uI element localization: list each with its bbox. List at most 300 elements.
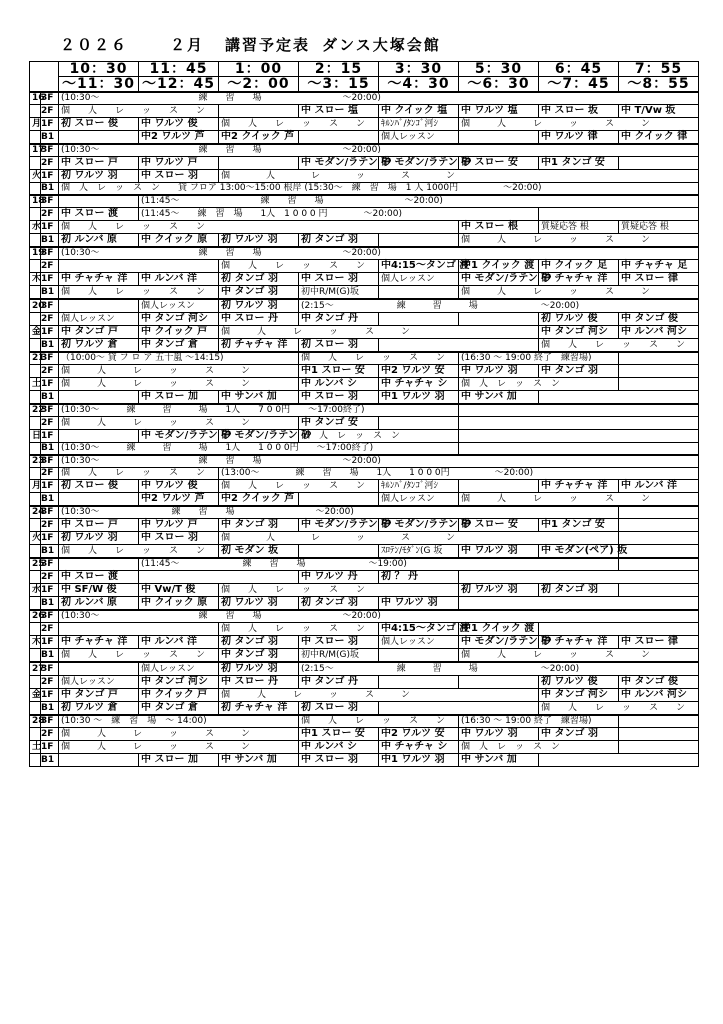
lesson-cell — [459, 493, 699, 507]
lesson-cell — [299, 702, 379, 716]
lesson-cell — [59, 183, 699, 196]
lesson-cell — [539, 208, 699, 221]
lesson-cell — [299, 741, 379, 754]
lesson-cell — [539, 131, 619, 145]
document-title — [60, 34, 700, 56]
floor-label: 2F — [41, 623, 59, 636]
lesson-text: 中 ワルツ 羽 — [461, 728, 518, 739]
lesson-text: 中 モダン/ラテン 砂 — [301, 519, 392, 530]
lesson-cell — [59, 313, 139, 326]
lesson-cell — [139, 234, 219, 248]
day-cell — [30, 702, 41, 716]
lesson-text: 個 人 レ ッ ス ン — [461, 493, 651, 504]
floor-label: 3F — [41, 247, 59, 260]
floor-label: B1 — [41, 754, 59, 767]
lesson-text: (10:30～ 練 習 場 ～20:00) — [61, 145, 381, 155]
lesson-text: 初 ワルツ 羽 — [221, 597, 278, 608]
lesson-cell — [59, 636, 139, 649]
lesson-cell — [139, 273, 219, 286]
day-cell — [30, 754, 41, 767]
lesson-cell — [379, 493, 459, 507]
lesson-cell — [379, 391, 459, 405]
lesson-cell — [139, 326, 219, 339]
lesson-cell — [619, 157, 699, 170]
lesson-cell — [59, 105, 219, 118]
day-cell — [30, 519, 41, 532]
lesson-cell — [379, 597, 459, 611]
time-slot-start: 1：00 — [219, 62, 299, 77]
lesson-cell — [619, 352, 699, 365]
lesson-cell — [299, 636, 379, 649]
lesson-cell — [459, 417, 699, 430]
lesson-cell — [379, 118, 459, 131]
lesson-text: 個人レッスン — [381, 131, 435, 142]
floor-label: 3F — [41, 455, 59, 468]
lesson-cell — [59, 430, 139, 443]
lesson-cell — [299, 417, 379, 430]
schedule-row — [30, 195, 699, 208]
time-slot-start: 6：45 — [539, 62, 619, 77]
lesson-text: 初 スロー 俊 — [61, 118, 118, 129]
lesson-cell — [299, 273, 379, 286]
lesson-text: 中 タンゴ 俊 — [621, 313, 678, 324]
lesson-cell — [219, 105, 299, 118]
lesson-text: 中 タンゴ 羽 — [541, 365, 598, 376]
lesson-text: 個人レッスン — [381, 273, 435, 284]
time-slot-start: 7：55 — [619, 62, 699, 77]
lesson-cell — [139, 662, 219, 676]
day-date: 20 — [30, 299, 41, 313]
schedule-row — [30, 273, 699, 286]
lesson-text: 中 スロー 羽 — [301, 636, 358, 647]
lesson-text: 中 タンゴ 羽 — [221, 519, 278, 530]
floor-label: 2F — [41, 519, 59, 532]
lesson-text: (10:30～ 練 習 場 ～20:00) — [61, 611, 381, 621]
floor-label: 3F — [41, 299, 59, 313]
lesson-text: 中 サンバ 加 — [461, 391, 517, 402]
lesson-cell — [139, 299, 219, 313]
lesson-text: 初 ワルツ 羽 — [221, 663, 278, 674]
lesson-cell — [139, 584, 219, 597]
day-weekday: 木 — [30, 273, 41, 286]
lesson-text: 中1 ワルツ 羽 — [381, 391, 445, 402]
lesson-cell — [539, 313, 619, 326]
lesson-text: 個 人 レ ッ ス ン — [221, 584, 366, 595]
lesson-cell — [219, 430, 312, 443]
lesson-text: 中 ワルツ 羽 — [381, 597, 438, 608]
lesson-cell — [539, 273, 619, 286]
floor-label: 1F — [41, 273, 59, 286]
lesson-cell — [619, 221, 699, 234]
lesson-text: 中 チャチャ 洋 — [541, 273, 608, 284]
lesson-cell — [219, 597, 299, 611]
lesson-cell — [139, 157, 219, 170]
lesson-cell — [299, 754, 379, 767]
lesson-cell — [379, 234, 459, 248]
day-weekday: 金 — [30, 326, 41, 339]
lesson-text: 個 人 レ ッ ス ン — [61, 105, 206, 116]
day-cell — [30, 339, 41, 353]
lesson-text: 中 クイック 原 — [141, 597, 208, 608]
lesson-cell — [299, 662, 699, 676]
lesson-cell — [59, 689, 139, 702]
lesson-cell — [619, 260, 699, 273]
schedule-row — [30, 584, 699, 597]
day-cell — [30, 105, 41, 118]
lesson-text: 中 クイック 戸 — [141, 326, 208, 337]
lesson-cell — [459, 260, 539, 273]
floor-label: 3F — [41, 662, 59, 676]
lesson-cell — [459, 131, 539, 145]
floor-label: 1F — [41, 118, 59, 131]
lesson-cell — [139, 195, 699, 208]
lesson-cell — [459, 286, 699, 300]
lesson-text: 中 クイック 足 — [541, 260, 608, 271]
floor-label: 2F — [41, 208, 59, 221]
lesson-cell — [219, 118, 379, 131]
lesson-text: 中1 ワルツ 羽 — [381, 754, 445, 765]
schedule-row — [30, 636, 699, 649]
schedule-row — [30, 715, 699, 728]
lesson-cell — [459, 443, 699, 456]
lesson-text: 中 スロー 羽 — [301, 273, 358, 284]
lesson-text: 個 人 レ ッ ス ン — [61, 468, 206, 478]
lesson-cell — [139, 532, 219, 545]
lesson-text: 中2 ワルツ 安 — [381, 365, 445, 376]
lesson-text: 質疑応答 根 — [621, 221, 669, 232]
day-weekday: 木 — [30, 636, 41, 649]
lesson-cell — [619, 480, 699, 493]
lesson-cell — [379, 157, 472, 170]
day-cell — [30, 676, 41, 689]
lesson-text: 個 人 レ ッ ス ン — [221, 689, 411, 700]
lesson-cell — [459, 636, 552, 649]
lesson-cell — [219, 545, 299, 559]
lesson-cell — [459, 404, 699, 417]
lesson-text: ｷﾙﾝﾊﾞ/ﾀﾝｺﾞ河ｼ — [381, 480, 439, 491]
lesson-cell — [299, 571, 379, 584]
lesson-cell — [299, 676, 379, 689]
lesson-text: 中 スロー 加 — [141, 754, 198, 765]
lesson-cell — [299, 234, 379, 248]
lesson-cell — [539, 326, 619, 339]
lesson-text: 初 ワルツ 俊 — [541, 313, 598, 324]
lesson-text: 中 サンバ 加 — [461, 754, 517, 765]
schedule-row — [30, 326, 699, 339]
lesson-text: 個 人 レ ッ ス ン — [221, 170, 456, 181]
lesson-cell — [219, 519, 299, 532]
lesson-text: 中 タンゴ 河シ — [141, 313, 208, 324]
lesson-text: 中 クイック 原 — [141, 234, 208, 245]
schedule-row — [30, 623, 699, 636]
lesson-text: 初 ワルツ 羽 — [61, 532, 118, 543]
lesson-text: 個 人 レ ッ ス ン — [221, 326, 411, 337]
lesson-cell — [299, 715, 459, 728]
day-cell — [30, 468, 41, 480]
lesson-text: 中 チャチャ 洋 — [61, 636, 128, 647]
lesson-cell — [59, 352, 299, 365]
schedule-row — [30, 247, 699, 260]
lesson-cell — [219, 170, 699, 183]
lesson-text: 中 チャチャ 足 — [621, 260, 688, 271]
lesson-cell — [619, 689, 699, 702]
floor-label: 1F — [41, 636, 59, 649]
lesson-cell — [299, 493, 379, 507]
time-slot-end: ～3：15 — [299, 77, 379, 93]
day-cell — [30, 417, 41, 430]
lesson-cell — [619, 558, 699, 571]
day-date: 22 — [30, 404, 41, 417]
lesson-cell — [299, 430, 459, 443]
lesson-cell — [539, 105, 619, 118]
day-weekday: 日 — [30, 430, 41, 443]
floor-label: B1 — [41, 183, 59, 196]
time-end-row — [30, 77, 699, 93]
lesson-cell — [219, 326, 539, 339]
lesson-cell — [219, 676, 299, 689]
lesson-cell — [459, 430, 699, 443]
lesson-cell — [139, 480, 219, 493]
lesson-text: （10:00～ 貸 フ ロ ア 五十嵐 ～14:15) — [61, 353, 224, 363]
day-cell — [30, 234, 41, 248]
lesson-cell — [299, 649, 379, 663]
schedule-row — [30, 480, 699, 493]
lesson-text: 中 チャチャ シ — [381, 741, 448, 752]
lesson-text: 初中R/M(G)坂 — [301, 286, 360, 297]
lesson-cell — [379, 545, 459, 559]
floor-label: B1 — [41, 131, 59, 145]
lesson-text: 中 ルンバ 洋 — [141, 273, 198, 284]
lesson-cell — [59, 247, 699, 260]
lesson-cell — [459, 105, 539, 118]
day-weekday: 土 — [30, 378, 41, 391]
schedule-row — [30, 754, 699, 767]
lesson-cell — [139, 313, 219, 326]
time-slot-start: 5：30 — [459, 62, 539, 77]
lesson-cell — [59, 468, 219, 480]
lesson-text: 初 ワルツ 羽 — [461, 584, 518, 595]
lesson-cell — [379, 623, 470, 636]
schedule-row — [30, 649, 699, 663]
lesson-cell — [459, 221, 539, 234]
lesson-cell — [539, 702, 699, 716]
day-cell — [30, 131, 41, 145]
lesson-text: 中 タンゴ 戸 — [61, 326, 118, 337]
lesson-text: 中 Vw/T 俊 — [141, 584, 196, 595]
time-slot-end: ～8：55 — [619, 77, 699, 93]
lesson-text: 個 人 レ ッ ス ン — [461, 286, 651, 297]
schedule-row — [30, 170, 699, 183]
lesson-text: 中1 クイック 渡 — [461, 260, 535, 271]
lesson-cell — [219, 260, 379, 273]
lesson-text: 個 人 レ ッ ス ン — [61, 649, 206, 660]
lesson-cell — [539, 623, 699, 636]
lesson-text: 中 モダン(ペア) 坂 — [541, 545, 628, 556]
floor-label: B1 — [41, 545, 59, 559]
day-cell — [30, 443, 41, 456]
floor-label: 3F — [41, 558, 59, 571]
lesson-text: 個 人 レ ッ ス ン — [461, 378, 561, 389]
lesson-cell — [459, 649, 699, 663]
lesson-cell — [619, 105, 699, 118]
lesson-text: 中1 スロー 安 — [301, 728, 365, 739]
lesson-text: 中 ワルツ 戸 — [141, 157, 198, 168]
time-slot-start: 3：30 — [379, 62, 459, 77]
lesson-text: 中 ルンバ 洋 — [621, 480, 678, 491]
lesson-text: 中 スロー 羽 — [141, 532, 198, 543]
floor-label: B1 — [41, 597, 59, 611]
lesson-cell — [219, 532, 619, 545]
lesson-text: 個 人 レ ッ ス ン — [61, 378, 251, 389]
floor-label: 1F — [41, 689, 59, 702]
lesson-text: 個 人 レ ッ ス ン — [61, 545, 206, 556]
lesson-cell — [299, 728, 379, 741]
lesson-cell — [59, 92, 699, 105]
floor-label: 3F — [41, 506, 59, 519]
lesson-text: 中 チャチャ 洋 — [541, 636, 608, 647]
lesson-cell — [59, 208, 139, 221]
schedule-row — [30, 741, 699, 754]
floor-label: B1 — [41, 443, 59, 456]
day-cell — [30, 208, 41, 221]
lesson-cell — [59, 493, 139, 507]
lesson-cell — [59, 597, 139, 611]
day-cell — [30, 545, 41, 559]
schedule-title: 講習予定表 — [225, 36, 311, 54]
lesson-text: 中1 タンゴ 安 — [541, 157, 605, 168]
lesson-cell — [379, 636, 459, 649]
lesson-cell — [459, 728, 539, 741]
lesson-text: (10:30～ 練 習 場 ～20:00) — [61, 93, 381, 103]
time-slot-start: 11：45 — [139, 62, 219, 77]
lesson-text: 中 ワルツ 律 — [541, 131, 598, 142]
lesson-cell — [59, 195, 139, 208]
day-cell — [30, 623, 41, 636]
day-cell — [30, 286, 41, 300]
lesson-cell — [59, 506, 619, 519]
lesson-cell — [59, 326, 139, 339]
lesson-text: 中 モダン/ラテン 砂 — [381, 519, 472, 530]
schedule-row — [30, 144, 699, 157]
lesson-text: ｽﾛﾃﾝ/ﾓﾀﾞﾝ(G 坂 — [381, 545, 443, 556]
lesson-cell — [619, 728, 699, 741]
lesson-text: 中1 スロー 安 — [301, 365, 365, 376]
day-weekday: 火 — [30, 532, 41, 545]
lesson-cell — [539, 480, 619, 493]
lesson-text: 中 スロー 丹 — [221, 676, 278, 687]
lesson-cell — [59, 286, 219, 300]
schedule-row — [30, 493, 699, 507]
lesson-cell — [379, 571, 459, 584]
lesson-cell — [219, 234, 299, 248]
floor-label: 1F — [41, 430, 59, 443]
lesson-cell — [619, 273, 699, 286]
lesson-text: 個 人 レ ッ ス ン — [301, 353, 446, 363]
lesson-cell — [619, 378, 699, 391]
lesson-cell — [379, 480, 459, 493]
lesson-cell — [299, 391, 379, 405]
floor-label: 2F — [41, 728, 59, 741]
floor-label: 2F — [41, 676, 59, 689]
lesson-text: 中 ルンバ 河シ — [621, 326, 688, 337]
lesson-cell — [459, 118, 699, 131]
lesson-cell — [219, 702, 299, 716]
lesson-text: 個 人 レ ッ ス ン — [61, 221, 206, 232]
lesson-cell — [379, 286, 459, 300]
lesson-text: 中2 クイック 芦 — [221, 131, 295, 142]
lesson-text: (10:30～ 練 習 場 1人 7 0 0円 ～17:00終了) — [61, 405, 365, 415]
day-date: 18 — [30, 195, 41, 208]
day-weekday: 火 — [30, 170, 41, 183]
day-date: 17 — [30, 144, 41, 157]
lesson-text: 個 人 レ ッ ス ン — [301, 430, 401, 441]
day-weekday: 月 — [30, 480, 41, 493]
lesson-cell — [539, 689, 619, 702]
lesson-cell — [379, 728, 459, 741]
lesson-text: 中 スロー 羽 — [301, 391, 358, 402]
time-slot-end: ～7：45 — [539, 77, 619, 93]
day-weekday: 土 — [30, 741, 41, 754]
lesson-text: (10:30 ～ 練 習 場 ～ 14:00) — [61, 716, 207, 726]
lesson-cell — [59, 118, 139, 131]
lesson-cell — [539, 519, 619, 532]
lesson-text: 初 モダン 坂 — [221, 545, 279, 556]
lesson-text: 中1 タンゴ 安 — [541, 519, 605, 530]
lesson-cell — [59, 649, 219, 663]
lesson-cell — [139, 339, 219, 353]
lesson-cell — [219, 157, 299, 170]
lesson-text: 中 ルンバ 河シ — [621, 689, 688, 700]
lesson-text: 個人レッスン — [381, 636, 435, 647]
lesson-cell — [139, 571, 299, 584]
lesson-text: 中 ルンバ 洋 — [141, 636, 198, 647]
time-slot-start: 10：30 — [59, 62, 139, 77]
schedule-row — [30, 313, 699, 326]
schedule-row — [30, 689, 699, 702]
lesson-cell — [539, 584, 619, 597]
lesson-text: 中 タンゴ 安 — [301, 417, 358, 428]
lesson-text: 初 タンゴ 羽 — [221, 636, 278, 647]
lesson-cell — [379, 754, 459, 767]
lesson-cell — [219, 584, 459, 597]
floor-label: 2F — [41, 313, 59, 326]
floor-label: 2F — [41, 105, 59, 118]
schedule-row — [30, 221, 699, 234]
lesson-cell — [139, 636, 219, 649]
lesson-text: 中 スロー 根 — [461, 221, 518, 232]
lesson-cell — [219, 662, 299, 676]
lesson-cell — [459, 391, 539, 405]
lesson-text: (11:45～ 練 習 場 ～20:00) — [141, 196, 443, 206]
corner-cell — [30, 62, 59, 77]
lesson-cell — [139, 676, 219, 689]
floor-label: 2F — [41, 468, 59, 480]
lesson-cell — [379, 339, 539, 353]
lesson-text: 中 サンバ 加 — [221, 391, 277, 402]
lesson-text: 中 スロー 安 — [461, 157, 518, 168]
lesson-cell — [619, 715, 699, 728]
lesson-cell — [219, 493, 299, 507]
lesson-text: 中 チャチャ 洋 — [541, 480, 608, 491]
floor-label: 1F — [41, 170, 59, 183]
floor-label: 2F — [41, 417, 59, 430]
lesson-text: 初 タンゴ 羽 — [541, 584, 598, 595]
schedule-row — [30, 183, 699, 196]
day-cell — [30, 313, 41, 326]
day-date: 24 — [30, 506, 41, 519]
lesson-cell — [219, 286, 299, 300]
lesson-text: 初 ワルツ 羽 — [221, 234, 278, 245]
